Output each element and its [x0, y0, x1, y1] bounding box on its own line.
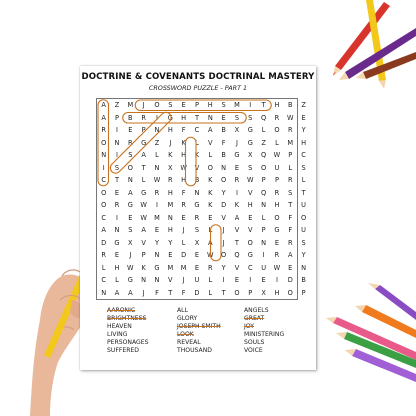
- grid-cell[interactable]: I: [249, 101, 252, 109]
- grid-cell[interactable]: O: [300, 213, 307, 222]
- grid-cell[interactable]: T: [261, 101, 266, 109]
- grid-cell[interactable]: G: [127, 276, 133, 284]
- grid-cell[interactable]: H: [207, 101, 213, 109]
- grid-cell[interactable]: R: [287, 126, 293, 134]
- grid-cell[interactable]: O: [261, 163, 267, 172]
- grid-cell[interactable]: F: [288, 213, 293, 222]
- grid-cell[interactable]: N: [141, 276, 147, 284]
- grid-cell[interactable]: L: [288, 163, 293, 172]
- word-list-item: MINISTERING: [244, 331, 285, 339]
- grid-cell[interactable]: G: [141, 138, 147, 147]
- grid-cell[interactable]: A: [101, 101, 106, 109]
- grid-cell[interactable]: N: [194, 188, 200, 197]
- grid-cell[interactable]: J: [142, 288, 145, 297]
- grid-row: [97, 262, 307, 275]
- grid-cell[interactable]: R: [207, 263, 213, 272]
- grid-cell[interactable]: R: [274, 251, 280, 259]
- grid-cell[interactable]: R: [287, 176, 293, 184]
- grid-cell[interactable]: S: [194, 226, 200, 234]
- grid-cell[interactable]: I: [156, 201, 158, 209]
- grid-cell[interactable]: O: [274, 213, 280, 222]
- grid-cell[interactable]: L: [261, 213, 266, 222]
- word-list-item: ANGELS: [244, 307, 269, 314]
- grid-cell[interactable]: N: [101, 288, 107, 297]
- grid-cell[interactable]: N: [154, 276, 160, 284]
- grid-cell[interactable]: T: [234, 238, 239, 247]
- grid-cell[interactable]: F: [155, 288, 159, 297]
- grid-cell[interactable]: R: [181, 201, 186, 209]
- grid-cell[interactable]: V: [234, 263, 240, 272]
- grid-cell[interactable]: J: [142, 101, 145, 109]
- grid-cell[interactable]: H: [167, 126, 173, 134]
- grid-cell[interactable]: D: [101, 238, 107, 247]
- grid-cell[interactable]: G: [154, 263, 160, 272]
- grid-cell[interactable]: I: [156, 113, 158, 122]
- grid-cell[interactable]: F: [181, 188, 186, 197]
- grid-cell[interactable]: L: [155, 151, 159, 159]
- grid-row: [97, 249, 306, 262]
- grid-cell[interactable]: S: [128, 151, 133, 159]
- grid-cell[interactable]: R: [287, 238, 293, 247]
- grid-cell[interactable]: N: [154, 163, 160, 172]
- grid-cell[interactable]: A: [141, 151, 146, 159]
- grid-cell[interactable]: C: [247, 263, 253, 272]
- grid-cell[interactable]: P: [288, 151, 293, 159]
- grid-cell[interactable]: E: [168, 251, 173, 259]
- grid-cell[interactable]: N: [261, 201, 267, 209]
- grid-cell[interactable]: N: [167, 213, 173, 222]
- grid-row: [97, 187, 306, 200]
- grid-cell[interactable]: C: [101, 213, 106, 222]
- grid-cell[interactable]: V: [221, 213, 226, 222]
- grid-cell[interactable]: S: [114, 163, 120, 172]
- grid-cell[interactable]: W: [153, 176, 161, 184]
- grid-cell[interactable]: O: [127, 163, 133, 172]
- grid-cell[interactable]: I: [262, 251, 265, 259]
- grid-cell[interactable]: L: [275, 138, 279, 147]
- grid-cell[interactable]: O: [247, 238, 253, 247]
- grid-cell[interactable]: H: [301, 138, 307, 147]
- grid-cell[interactable]: W: [127, 263, 134, 272]
- grid-cell[interactable]: N: [114, 226, 120, 234]
- grid-cell[interactable]: X: [128, 238, 133, 247]
- grid-cell[interactable]: Q: [261, 188, 267, 197]
- grid-cell[interactable]: S: [221, 101, 226, 109]
- grid-cell[interactable]: O: [154, 101, 160, 109]
- word-list-item: THOUSAND: [177, 347, 212, 355]
- grid-cell[interactable]: M: [287, 138, 294, 147]
- grid-cell[interactable]: O: [221, 251, 227, 259]
- grid-cell[interactable]: P: [301, 288, 306, 297]
- grid-cell[interactable]: E: [221, 113, 226, 122]
- grid-cell[interactable]: L: [141, 176, 146, 184]
- grid-cell[interactable]: M: [234, 101, 240, 109]
- grid-cell[interactable]: I: [235, 188, 238, 197]
- grid-cell[interactable]: Y: [168, 238, 173, 247]
- grid-cell[interactable]: S: [248, 163, 253, 172]
- grid-cell[interactable]: O: [287, 288, 293, 297]
- grid-cell[interactable]: E: [208, 213, 213, 222]
- grid-cell[interactable]: E: [154, 226, 160, 234]
- grid-cell[interactable]: C: [301, 151, 306, 159]
- grid-cell[interactable]: J: [222, 226, 225, 234]
- grid-cell[interactable]: E: [181, 101, 186, 109]
- word-list-item: SOULS: [244, 339, 265, 347]
- grid-row: [97, 99, 306, 112]
- grid-cell[interactable]: Z: [154, 138, 160, 147]
- grid-cell[interactable]: C: [101, 276, 106, 284]
- grid-cell[interactable]: P: [261, 226, 266, 234]
- grid-cell[interactable]: W: [207, 251, 214, 259]
- grid-cell[interactable]: E: [181, 213, 186, 222]
- letter-grid: [96, 98, 307, 300]
- grid-cell[interactable]: R: [101, 251, 106, 259]
- grid-cell[interactable]: L: [181, 238, 186, 247]
- grid-cell[interactable]: N: [154, 126, 160, 134]
- grid-cell[interactable]: B: [301, 276, 306, 284]
- grid-cell[interactable]: S: [288, 188, 293, 197]
- grid-cell[interactable]: Y: [154, 238, 159, 247]
- grid-cell[interactable]: O: [234, 288, 240, 297]
- grid-cell[interactable]: T: [194, 113, 199, 122]
- grid-cell[interactable]: G: [167, 113, 173, 122]
- grid-row: [97, 112, 306, 125]
- grid-cell[interactable]: H: [274, 201, 280, 209]
- grid-cell[interactable]: O: [274, 126, 280, 134]
- grid-cell[interactable]: V: [234, 226, 240, 234]
- grid-row: [97, 199, 306, 212]
- grid-cell[interactable]: A: [288, 251, 293, 259]
- grid-cell[interactable]: V: [194, 163, 200, 172]
- grid-cell[interactable]: G: [234, 151, 240, 159]
- grid-cell[interactable]: A: [234, 213, 240, 222]
- grid-cell[interactable]: E: [128, 213, 133, 222]
- grid-cell[interactable]: I: [116, 126, 118, 134]
- word-list-item: JOY: [244, 323, 254, 331]
- grid-cell[interactable]: A: [208, 238, 213, 247]
- grid-cell[interactable]: N: [127, 176, 133, 184]
- grid-cell[interactable]: A: [101, 113, 106, 122]
- word-list-item: LIVING: [107, 331, 128, 339]
- grid-row: [97, 174, 306, 187]
- grid-cell[interactable]: O: [101, 201, 107, 209]
- grid-cell[interactable]: J: [222, 238, 225, 247]
- grid-cell[interactable]: V: [208, 138, 213, 147]
- grid-cell[interactable]: W: [247, 176, 254, 184]
- grid-cell[interactable]: B: [221, 151, 226, 159]
- grid-cell[interactable]: I: [116, 151, 118, 159]
- grid-cell[interactable]: S: [248, 113, 253, 122]
- grid-cell[interactable]: N: [154, 251, 160, 259]
- grid-cell[interactable]: L: [208, 276, 213, 284]
- word-list-item: REVEAL: [177, 339, 201, 347]
- grid-cell[interactable]: I: [222, 276, 225, 284]
- grid-cell[interactable]: A: [128, 188, 133, 197]
- grid-cell[interactable]: E: [248, 213, 253, 222]
- grid-cell[interactable]: T: [141, 163, 146, 172]
- grid-cell[interactable]: J: [129, 251, 132, 259]
- grid-cell[interactable]: K: [168, 151, 173, 159]
- grid-cell[interactable]: K: [141, 263, 146, 272]
- grid-cell[interactable]: A: [128, 288, 133, 297]
- grid-cell[interactable]: Y: [221, 188, 226, 197]
- grid-cell[interactable]: K: [194, 151, 200, 159]
- grid-cell[interactable]: M: [167, 201, 174, 209]
- grid-cell[interactable]: V: [248, 188, 253, 197]
- grid-cell[interactable]: E: [194, 251, 200, 259]
- grid-cell[interactable]: M: [167, 263, 174, 272]
- grid-cell[interactable]: X: [194, 238, 200, 247]
- grid-cell[interactable]: A: [101, 226, 106, 234]
- grid-cell[interactable]: B: [221, 126, 226, 134]
- grid-cell[interactable]: N: [114, 138, 120, 147]
- grid-cell[interactable]: X: [248, 151, 253, 159]
- grid-cell[interactable]: U: [301, 226, 306, 234]
- grid-cell[interactable]: Q: [234, 251, 240, 259]
- grid-cell[interactable]: V: [141, 238, 146, 247]
- grid-rows: [97, 99, 307, 299]
- grid-cell[interactable]: S: [301, 238, 306, 247]
- grid-cell[interactable]: G: [247, 138, 253, 147]
- grid-cell[interactable]: Y: [221, 263, 226, 272]
- grid-cell[interactable]: A: [141, 226, 146, 234]
- grid-cell[interactable]: C: [194, 126, 200, 134]
- grid-cell[interactable]: L: [301, 176, 306, 184]
- grid-cell[interactable]: B: [194, 176, 200, 184]
- grid-cell[interactable]: U: [261, 263, 267, 272]
- grid-cell[interactable]: Z: [114, 101, 120, 109]
- grid-cell[interactable]: H: [274, 288, 280, 297]
- grid-cell[interactable]: K: [208, 201, 213, 209]
- grid-cell[interactable]: N: [261, 238, 267, 247]
- grid-cell[interactable]: W: [140, 201, 147, 209]
- word-list: [107, 307, 307, 363]
- grid-cell[interactable]: L: [101, 263, 106, 272]
- grid-cell[interactable]: K: [234, 201, 240, 209]
- grid-cell[interactable]: P: [141, 251, 146, 259]
- grid-cell[interactable]: H: [114, 263, 120, 272]
- word-list-item: GREAT: [244, 315, 265, 323]
- grid-cell[interactable]: D: [181, 251, 187, 259]
- grid-cell[interactable]: Y: [301, 126, 306, 134]
- grid-cell[interactable]: M: [154, 213, 160, 222]
- grid-cell[interactable]: B: [128, 113, 133, 122]
- grid-cell[interactable]: F: [288, 226, 293, 234]
- grid-cell[interactable]: E: [234, 276, 240, 284]
- grid-cell[interactable]: P: [115, 113, 119, 122]
- grid-cell[interactable]: A: [114, 288, 120, 297]
- grid-cell[interactable]: W: [286, 113, 294, 122]
- grid-cell[interactable]: L: [208, 288, 213, 297]
- grid-cell[interactable]: O: [207, 163, 213, 172]
- grid-cell[interactable]: S: [301, 163, 306, 172]
- word-list-item: ALL: [177, 307, 188, 314]
- word-list-item: LOOK: [177, 331, 194, 339]
- grid-cell[interactable]: T: [221, 288, 226, 297]
- grid-cell[interactable]: H: [181, 176, 187, 184]
- grid-cell[interactable]: N: [221, 163, 227, 172]
- grid-cell[interactable]: L: [195, 138, 199, 147]
- grid-cell[interactable]: X: [234, 126, 240, 134]
- grid-cell[interactable]: P: [141, 126, 146, 134]
- grid-cell[interactable]: E: [128, 126, 133, 134]
- word-list-item: SUFFERED: [107, 347, 139, 355]
- grid-cell[interactable]: L: [115, 276, 119, 284]
- grid-cell[interactable]: V: [248, 226, 253, 234]
- grid-cell[interactable]: F: [181, 126, 186, 134]
- grid-cell[interactable]: J: [169, 138, 172, 147]
- grid-cell[interactable]: I: [116, 213, 118, 222]
- grid-cell[interactable]: E: [234, 163, 240, 172]
- grid-cell[interactable]: V: [168, 276, 173, 284]
- grid-cell[interactable]: A: [208, 126, 213, 134]
- grid-cell[interactable]: R: [234, 176, 240, 184]
- grid-cell[interactable]: S: [234, 113, 240, 122]
- grid-cell[interactable]: H: [167, 226, 173, 234]
- grid-cell[interactable]: G: [247, 126, 253, 134]
- grid-cell[interactable]: E: [194, 263, 200, 272]
- grid-cell[interactable]: R: [128, 138, 133, 147]
- grid-cell[interactable]: R: [274, 113, 280, 122]
- grid-cell[interactable]: G: [127, 201, 133, 209]
- grid-row: [97, 149, 306, 162]
- grid-cell[interactable]: H: [181, 151, 187, 159]
- grid-cell[interactable]: R: [168, 176, 173, 184]
- grid-cell[interactable]: O: [101, 138, 107, 147]
- grid-cell[interactable]: J: [182, 276, 185, 284]
- grid-cell[interactable]: E: [288, 263, 293, 272]
- word-list-item: VOICE: [244, 347, 263, 355]
- grid-cell[interactable]: D: [287, 276, 293, 284]
- grid-cell[interactable]: L: [208, 226, 213, 234]
- word-list-item: HEAVEN: [107, 323, 132, 331]
- grid-cell[interactable]: X: [168, 163, 173, 172]
- grid-cell[interactable]: N: [101, 151, 107, 159]
- grid-cell[interactable]: D: [221, 201, 227, 209]
- grid-cell[interactable]: O: [101, 188, 107, 197]
- grid-cell[interactable]: H: [247, 201, 253, 209]
- grid-cell[interactable]: H: [181, 113, 187, 122]
- grid-cell[interactable]: C: [101, 176, 106, 184]
- worksheet-page: [80, 66, 316, 370]
- grid-cell[interactable]: T: [168, 288, 173, 297]
- grid-cell[interactable]: R: [194, 213, 200, 222]
- grid-cell[interactable]: J: [182, 226, 185, 234]
- grid-cell[interactable]: R: [274, 188, 280, 197]
- grid-cell[interactable]: R: [141, 113, 146, 122]
- grid-row: [97, 137, 307, 150]
- grid-cell[interactable]: U: [194, 276, 200, 284]
- word-list-item: GLORY: [177, 315, 198, 323]
- word-list-item: JOSEPH SMITH: [177, 323, 221, 331]
- grid-cell[interactable]: K: [181, 138, 186, 147]
- grid-cell[interactable]: R: [154, 188, 160, 197]
- grid-cell[interactable]: Q: [261, 113, 267, 122]
- grid-cell[interactable]: P: [248, 288, 253, 297]
- grid-cell[interactable]: I: [249, 276, 252, 284]
- grid-cell[interactable]: T: [114, 176, 119, 184]
- grid-cell[interactable]: L: [261, 126, 266, 134]
- grid-cell[interactable]: E: [114, 251, 120, 259]
- grid-row: [97, 224, 306, 237]
- word-list-item: AARONIC: [107, 307, 136, 314]
- puzzle-title: DOCTRINE & COVENANTS DOCTRINAL MASTERY: [81, 72, 315, 82]
- grid-cell[interactable]: T: [301, 188, 306, 197]
- grid-cell[interactable]: G: [194, 201, 200, 209]
- grid-cell[interactable]: M: [180, 263, 187, 272]
- grid-cell[interactable]: B: [287, 101, 293, 109]
- grid-cell[interactable]: P: [274, 176, 279, 184]
- grid-cell[interactable]: S: [168, 101, 173, 109]
- grid-row: [97, 274, 306, 287]
- grid-cell[interactable]: E: [114, 188, 120, 197]
- word-list-item: PERSONAGES: [107, 339, 149, 347]
- grid-cell[interactable]: I: [275, 276, 278, 284]
- grid-cell[interactable]: F: [181, 288, 186, 297]
- grid-cell[interactable]: E: [274, 238, 280, 247]
- grid-cell[interactable]: R: [101, 126, 106, 134]
- grid-cell[interactable]: E: [301, 113, 306, 122]
- grid-cell[interactable]: F: [221, 138, 226, 147]
- grid-cell[interactable]: Y: [301, 251, 306, 259]
- grid-cell[interactable]: N: [207, 113, 213, 122]
- grid-cell[interactable]: Z: [261, 138, 266, 147]
- grid-cell[interactable]: K: [208, 188, 213, 197]
- grid-cell[interactable]: W: [180, 163, 187, 172]
- grid-cell[interactable]: G: [114, 238, 120, 247]
- grid-cell[interactable]: W: [273, 263, 281, 272]
- grid-cell[interactable]: P: [261, 176, 266, 184]
- grid-row: [97, 287, 306, 300]
- grid-cell[interactable]: K: [208, 176, 213, 184]
- grid-cell[interactable]: Z: [301, 101, 306, 109]
- puzzle-subtitle: CROSSWORD PUZZLE - PART 1: [148, 84, 248, 92]
- grid-cell[interactable]: X: [261, 288, 266, 297]
- grid-cell[interactable]: J: [235, 138, 238, 147]
- grid-cell[interactable]: O: [221, 176, 227, 184]
- grid-cell[interactable]: S: [128, 226, 133, 234]
- word-list-item: BRIGHTNESS: [107, 315, 147, 323]
- grid-cell[interactable]: D: [194, 288, 200, 297]
- grid-cell[interactable]: H: [274, 101, 280, 109]
- grid-cell[interactable]: N: [301, 263, 307, 272]
- grid-cell[interactable]: E: [261, 276, 266, 284]
- grid-cell[interactable]: P: [194, 101, 199, 109]
- grid-cell[interactable]: T: [288, 201, 293, 209]
- grid-cell[interactable]: G: [141, 188, 147, 197]
- grid-cell[interactable]: W: [273, 151, 281, 159]
- grid-cell[interactable]: H: [167, 188, 173, 197]
- grid-cell[interactable]: L: [208, 151, 213, 159]
- grid-cell[interactable]: G: [247, 251, 253, 259]
- grid-row: [97, 212, 307, 225]
- grid-cell[interactable]: G: [274, 226, 280, 234]
- grid-cell[interactable]: U: [274, 163, 280, 172]
- grid-cell[interactable]: M: [127, 101, 134, 109]
- grid-row: [97, 124, 306, 137]
- grid-cell[interactable]: Q: [261, 151, 267, 159]
- grid-cell[interactable]: W: [140, 213, 147, 222]
- grid-row: [97, 162, 306, 175]
- grid-cell[interactable]: I: [102, 163, 105, 172]
- grid-row: [97, 237, 306, 250]
- grid-cell[interactable]: U: [301, 201, 306, 209]
- grid-cell[interactable]: R: [114, 201, 120, 209]
